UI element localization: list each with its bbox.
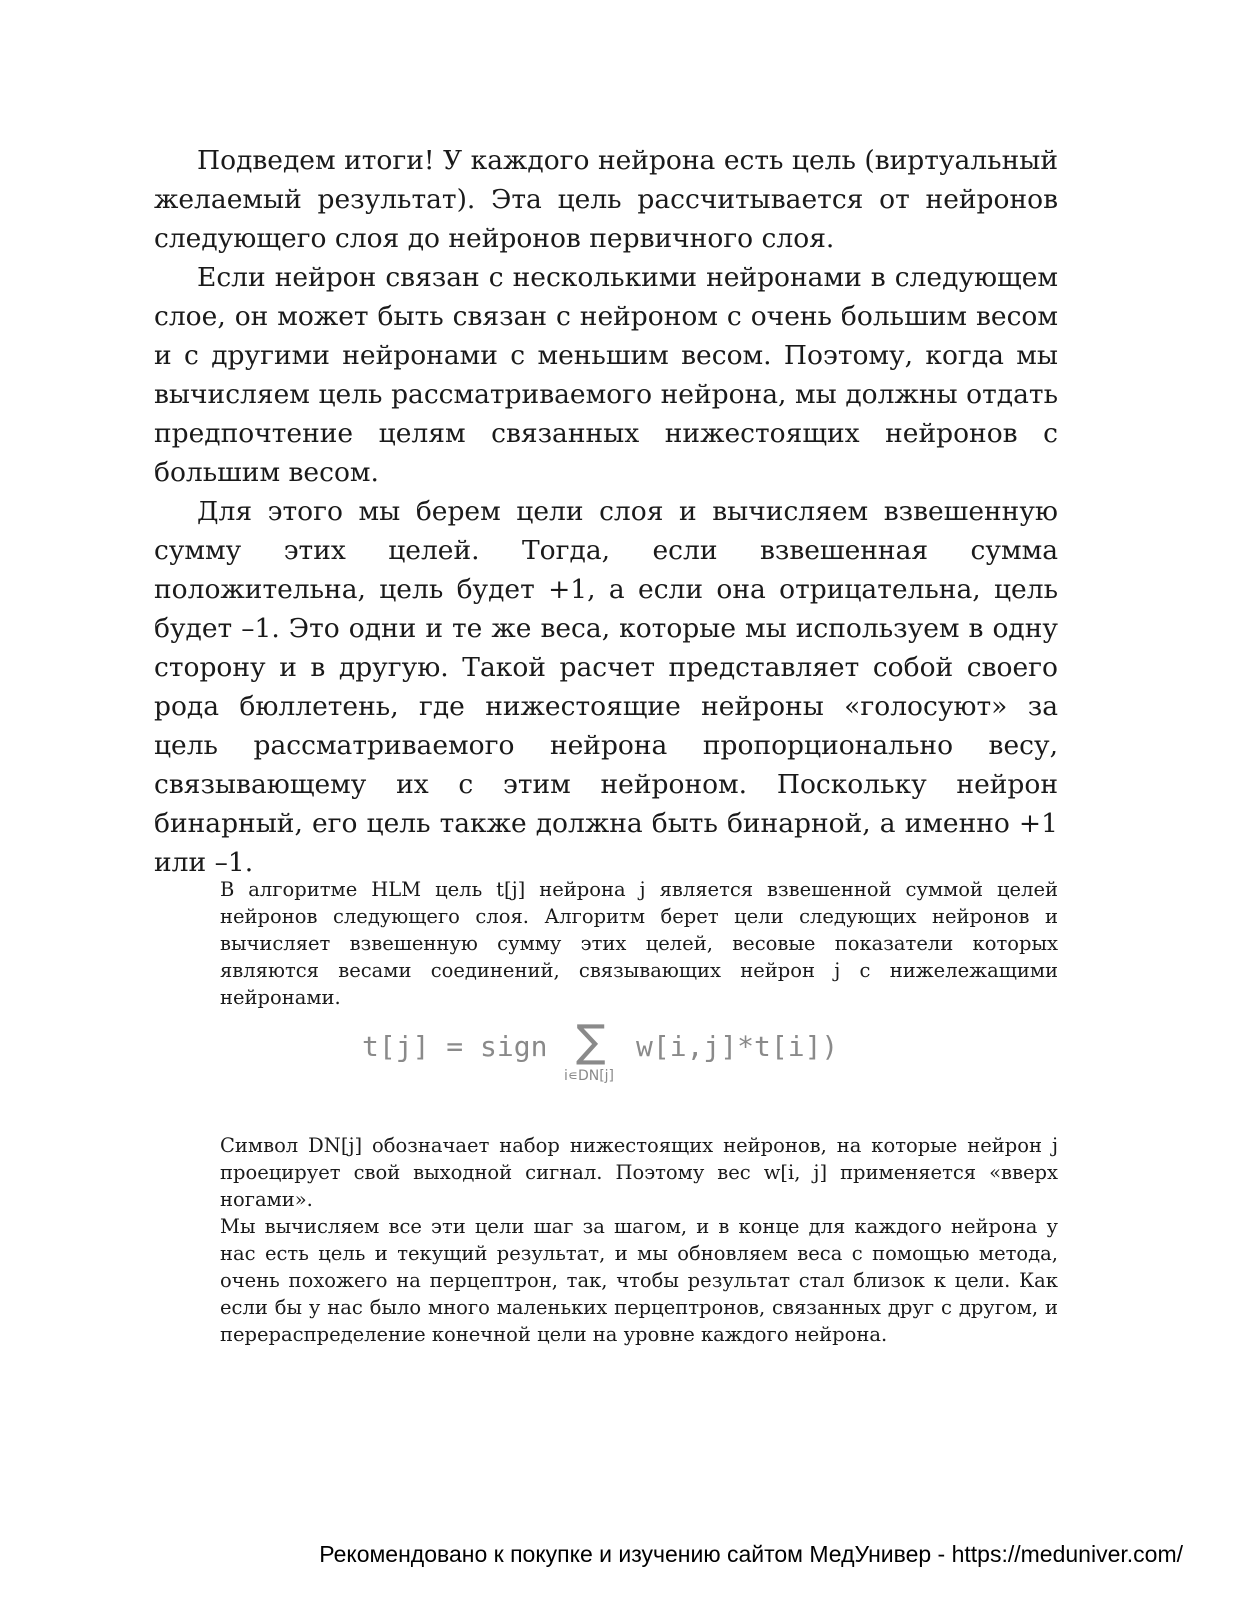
formula-target (362, 1016, 882, 1094)
note-dn-explanation (220, 1132, 1058, 1348)
footer-recommendation: Рекомендовано к покупке и изучению сайтом МедУнивер - https://meduniver.com/ (319, 1541, 1183, 1567)
paragraph-weights: Если нейрон связан с несколькими нейронами в следующем слое, он может быть связан с нейроном с очень большим весом и с другими нейронами с меньшим весом. Поэтому, когда мы вычисляем цель рассматриваемого нейрона, мы должны отдать предпочтение целям связанных нижестоящих нейронов с большим весом. (154, 262, 1058, 488)
note-update-text: Мы вычисляем все эти цели шаг за шагом, и в конце для каждого нейрона у нас есть цель и текущий результат, и мы обновляем веса с помощью метода, очень похожего на перцептрон, так, чтобы результат стал близок к цели. Как если бы у нас было много маленьких перцептронов, связанных друг с другом, и перераспределение конечной цели на уровне каждого нейрона. (220, 1215, 1058, 1346)
paragraph-weighted-sum: Для этого мы берем цели слоя и вычисляем взвешенную сумму этих целей. Тогда, если взвешенная сумма положительна, цель будет +1, а если она отрицательна, цель будет –1. Это одни и те же веса, которые мы используем в одну сторону и в другую. Такой расчет представляет собой своего рода бюллетень, где нижестоящие нейроны «голосуют» за цель рассматриваемого нейрона пропорционально весу, связывающему их с этим нейроном. Поскольку нейрон бинарный, его цель также должна быть бинарной, а именно +1 или –1. (154, 496, 1058, 878)
sum-symbol: ∑ (576, 1016, 606, 1067)
note-hlm-target (220, 876, 1058, 1011)
formula-subscript: i∊DN[j] (564, 1068, 615, 1084)
formula-rhs: w[i,j]*t[i]) (636, 1030, 839, 1063)
paragraph-summary: Подведем итоги! У каждого нейрона есть цель (виртуальный желаемый результат). Эта цель рассчитывается от нейронов следующего слоя до нейронов первичного слоя. (154, 145, 1058, 254)
main-text (154, 141, 1058, 882)
formula-lhs: t[j] = sign (362, 1030, 548, 1063)
note-hlm-text: В алгоритме HLM цель t[j] нейрона j является взвешенной суммой целей нейронов следующего слоя. Алгоритм берет цели следующих нейронов и вычисляет взвешенную сумму этих целей, весовые показатели которых являются весами соединений, связывающих нейрон j с нижележащими нейронами. (220, 878, 1058, 1009)
note-dn-text: Символ DN[j] обозначает набор нижестоящих нейронов, на которые нейрон j проецирует свой выходной сигнал. Поэтому вес w[i, j] применяется «вверх ногами». (220, 1134, 1058, 1211)
